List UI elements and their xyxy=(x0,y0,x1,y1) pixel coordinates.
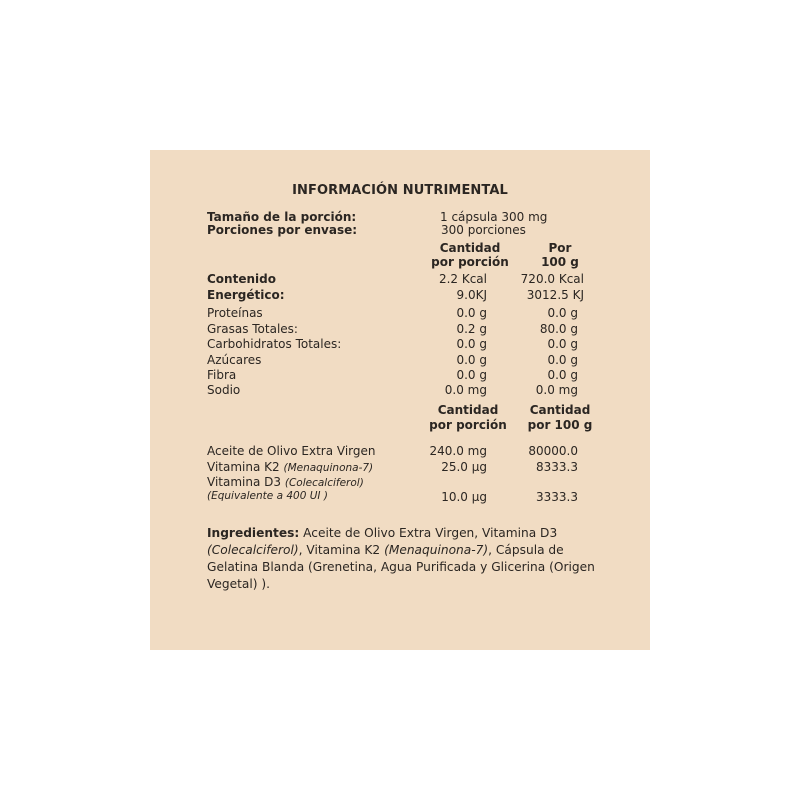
energy-label-line2: Energético: xyxy=(207,288,285,302)
nutrient-per-portion: 0.0 g xyxy=(456,368,487,382)
vitamin-d3-100g: 3333.3 xyxy=(536,490,578,504)
ingredients-part3: , Cápsula de Gelatina Blanda (Grenetina, Agua Purificada y Glicerina (Origen Vegetal) ). xyxy=(207,543,595,591)
olive-oil-100g: 80000.0 xyxy=(528,444,578,458)
nutrient-per-portion: 0.0 g xyxy=(456,306,487,320)
vitamin-d3-note: (Colecalciferol) xyxy=(284,477,364,489)
nutrient-per-100g: 0.0 g xyxy=(547,368,578,382)
energy-kj-100g: 3012.5 KJ xyxy=(526,288,584,302)
energy-kcal-100g: 720.0 Kcal xyxy=(520,272,584,286)
vitamin-k2-portion: 25.0 µg xyxy=(441,460,487,474)
serving-size-label: Tamaño de la porción: xyxy=(207,210,357,224)
vitamin-k2-100g: 8333.3 xyxy=(536,460,578,474)
nutrient-name: Grasas Totales: xyxy=(207,322,298,336)
header-per-portion-line1: Cantidad xyxy=(439,241,501,255)
servings-per-container-label: Porciones por envase: xyxy=(207,223,358,237)
header-per-100g-line2: 100 g xyxy=(541,255,579,269)
energy-label-line1: Contenido xyxy=(207,272,276,286)
nutrient-per-portion: 0.0 g xyxy=(456,353,487,367)
label-title: INFORMACIÓN NUTRIMENTAL xyxy=(292,183,508,198)
vitamin-d3-portion: 10.0 µg xyxy=(441,490,487,504)
serving-size-value: 1 cápsula 300 mg xyxy=(440,210,548,224)
ingredients-label: Ingredientes: xyxy=(207,526,300,540)
servings-per-container-value: 300 porciones xyxy=(441,223,526,237)
nutrient-name: Azúcares xyxy=(207,353,262,367)
ingredients-paragraph xyxy=(207,525,607,593)
header2-per-100g-line2: por 100 g xyxy=(527,418,593,432)
vitamin-d3-name: Vitamina D3 xyxy=(207,475,282,489)
header2-per-portion-line1: Cantidad xyxy=(437,403,499,417)
ingredients-part2: , Vitamina K2 xyxy=(298,543,385,557)
nutrient-name: Sodio xyxy=(207,383,241,397)
olive-oil-portion: 240.0 mg xyxy=(429,444,487,458)
nutrient-name: Proteínas xyxy=(207,306,263,320)
energy-kj-portion: 9.0KJ xyxy=(456,288,487,302)
vitamin-k2-row xyxy=(207,460,373,476)
nutrient-per-100g: 0.0 g xyxy=(547,337,578,351)
vitamin-k2-note: (Menaquinona-7) xyxy=(283,462,374,474)
nutrition-label-panel xyxy=(150,150,650,650)
header2-per-100g-line1: Cantidad xyxy=(529,403,591,417)
nutrient-per-100g: 0.0 g xyxy=(547,306,578,320)
header-per-100g-line1: Por xyxy=(548,241,572,255)
nutrient-per-100g: 0.0 g xyxy=(547,353,578,367)
ingredients-italic1: (Colecalciferol) xyxy=(207,543,299,557)
nutrient-name: Fibra xyxy=(207,368,237,382)
olive-oil-name: Aceite de Olivo Extra Virgen xyxy=(207,444,376,458)
nutrient-per-portion: 0.0 mg xyxy=(444,383,487,397)
vitamin-k2-name: Vitamina K2 xyxy=(207,460,280,474)
energy-kcal-portion: 2.2 Kcal xyxy=(438,272,487,286)
ingredients-italic2: (Menaquinona-7) xyxy=(384,543,489,557)
nutrient-per-100g: 80.0 g xyxy=(539,322,578,336)
nutrient-per-portion: 0.2 g xyxy=(456,322,487,336)
nutrient-name: Carbohidratos Totales: xyxy=(207,337,342,351)
header-per-portion-line2: por porción xyxy=(431,255,509,269)
nutrient-per-100g: 0.0 mg xyxy=(535,383,578,397)
ingredients-part1: Aceite de Olivo Extra Virgen, Vitamina D3 xyxy=(299,526,558,540)
header2-per-portion-line2: por porción xyxy=(429,418,507,432)
nutrient-per-portion: 0.0 g xyxy=(456,337,487,351)
vitamin-d3-equivalent: (Equivalente a 400 UI ) xyxy=(207,490,328,502)
